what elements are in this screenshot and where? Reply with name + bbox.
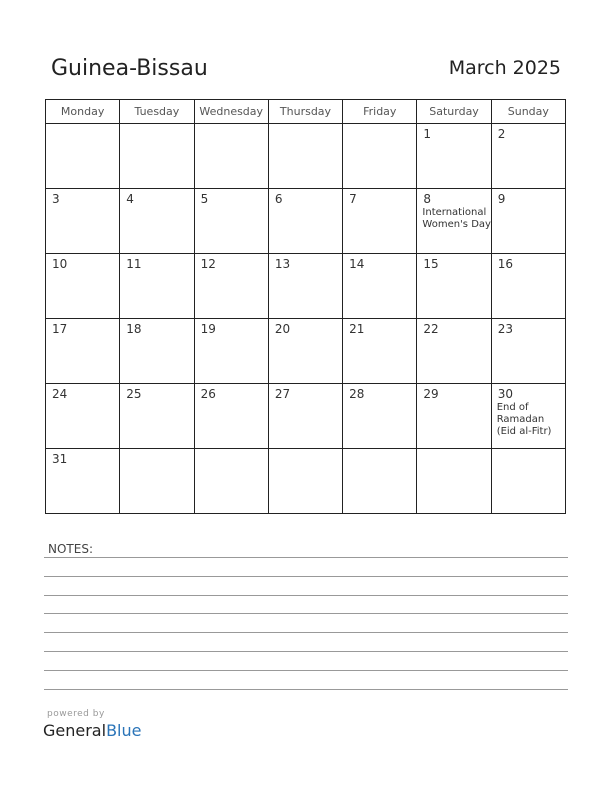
calendar-day-cell <box>120 189 194 254</box>
notes-rule-line <box>44 632 568 633</box>
day-number: 15 <box>423 257 439 271</box>
notes-rule-line <box>44 595 568 596</box>
day-number: 1 <box>423 127 432 141</box>
day-number: 19 <box>200 322 216 336</box>
calendar-day-cell <box>417 189 491 254</box>
day-number: 27 <box>274 387 291 401</box>
day-number: 7 <box>349 192 357 206</box>
calendar-day-cell <box>417 254 491 319</box>
notes-rule-line <box>44 613 568 614</box>
calendar-day-cell <box>343 384 417 449</box>
day-number: 23 <box>497 322 513 336</box>
calendar-day-cell <box>120 384 194 449</box>
country-title: Guinea-Bissau <box>51 56 208 81</box>
day-number: 5 <box>200 192 209 206</box>
calendar-day-cell <box>194 124 268 189</box>
day-number: 24 <box>52 387 68 401</box>
calendar-day-cell <box>46 449 120 514</box>
weekday-header: Sunday <box>491 100 565 124</box>
calendar-grid <box>45 99 566 514</box>
calendar-week-row <box>46 449 566 514</box>
calendar-day-cell <box>268 449 342 514</box>
day-number: 9 <box>497 192 506 206</box>
notes-rule-line <box>44 576 568 577</box>
calendar-week-row <box>46 124 566 189</box>
calendar-day-cell <box>268 319 342 384</box>
day-number: 13 <box>274 257 291 271</box>
calendar-day-cell <box>491 189 565 254</box>
day-number: 11 <box>126 257 142 271</box>
weekday-header: Friday <box>343 100 417 124</box>
calendar-week-row <box>46 254 566 319</box>
calendar-day-cell <box>194 384 268 449</box>
weekday-header: Wednesday <box>194 100 268 124</box>
day-number: 30 <box>497 387 513 401</box>
logo-general-text: General <box>43 721 107 740</box>
logo-blue-text: Blue <box>106 721 142 740</box>
calendar-day-cell <box>491 449 565 514</box>
day-number: 21 <box>349 322 365 336</box>
notes-label: NOTES: <box>48 542 93 556</box>
notes-rule-line <box>44 557 568 558</box>
day-number: 10 <box>52 257 68 271</box>
day-number: 20 <box>274 322 291 336</box>
calendar-day-cell <box>194 449 268 514</box>
calendar-day-cell <box>491 384 565 449</box>
calendar-day-cell <box>46 384 120 449</box>
weekday-header: Monday <box>46 100 120 124</box>
calendar-day-cell <box>491 124 565 189</box>
generalblue-logo <box>43 721 141 740</box>
weekday-header: Tuesday <box>120 100 194 124</box>
weekday-header: Saturday <box>417 100 491 124</box>
powered-by-text: powered by <box>47 709 105 719</box>
day-number: 16 <box>497 257 513 271</box>
calendar-day-cell <box>194 189 268 254</box>
day-number: 8 <box>423 192 432 206</box>
notes-rule-line <box>44 689 568 690</box>
day-number: 14 <box>349 257 365 271</box>
calendar-day-cell <box>417 319 491 384</box>
calendar-week-row <box>46 384 566 449</box>
notes-rule-line <box>44 651 568 652</box>
calendar-day-cell <box>120 124 194 189</box>
calendar-day-cell <box>343 124 417 189</box>
calendar-day-cell <box>417 124 491 189</box>
calendar-day-cell <box>268 384 342 449</box>
calendar-day-cell <box>120 449 194 514</box>
calendar-day-cell <box>46 124 120 189</box>
calendar-day-cell <box>343 319 417 384</box>
day-number: 12 <box>200 257 216 271</box>
calendar-day-cell <box>343 449 417 514</box>
calendar-day-cell <box>491 319 565 384</box>
day-number: 26 <box>200 387 216 401</box>
month-title: March 2025 <box>448 57 561 79</box>
day-number: 31 <box>52 452 68 466</box>
calendar-day-cell <box>417 449 491 514</box>
day-number: 3 <box>52 192 60 206</box>
calendar-day-cell <box>268 189 342 254</box>
day-number: 6 <box>274 192 283 206</box>
day-number: 29 <box>423 387 439 401</box>
holiday-label: End of Ramadan (Eid al-Fitr) <box>496 402 552 437</box>
calendar-week-row <box>46 319 566 384</box>
calendar-day-cell <box>268 254 342 319</box>
calendar-day-cell <box>194 254 268 319</box>
calendar-day-cell <box>120 319 194 384</box>
weekday-header: Thursday <box>268 100 342 124</box>
notes-rule-line <box>44 670 568 671</box>
calendar-day-cell <box>46 254 120 319</box>
calendar-day-cell <box>194 319 268 384</box>
calendar-day-cell <box>46 189 120 254</box>
calendar-day-cell <box>46 319 120 384</box>
day-number: 22 <box>423 322 439 336</box>
day-number: 17 <box>52 322 68 336</box>
day-number: 18 <box>126 322 142 336</box>
day-number: 4 <box>126 192 134 206</box>
weekday-header-row <box>46 100 566 124</box>
calendar-day-cell <box>268 124 342 189</box>
day-number: 25 <box>126 387 142 401</box>
calendar-day-cell <box>343 254 417 319</box>
calendar-day-cell <box>120 254 194 319</box>
calendar-day-cell <box>417 384 491 449</box>
day-number: 2 <box>497 127 506 141</box>
calendar-week-row <box>46 189 566 254</box>
holiday-label: International Women's Day <box>422 207 491 230</box>
calendar-day-cell <box>491 254 565 319</box>
calendar-day-cell <box>343 189 417 254</box>
day-number: 28 <box>349 387 365 401</box>
